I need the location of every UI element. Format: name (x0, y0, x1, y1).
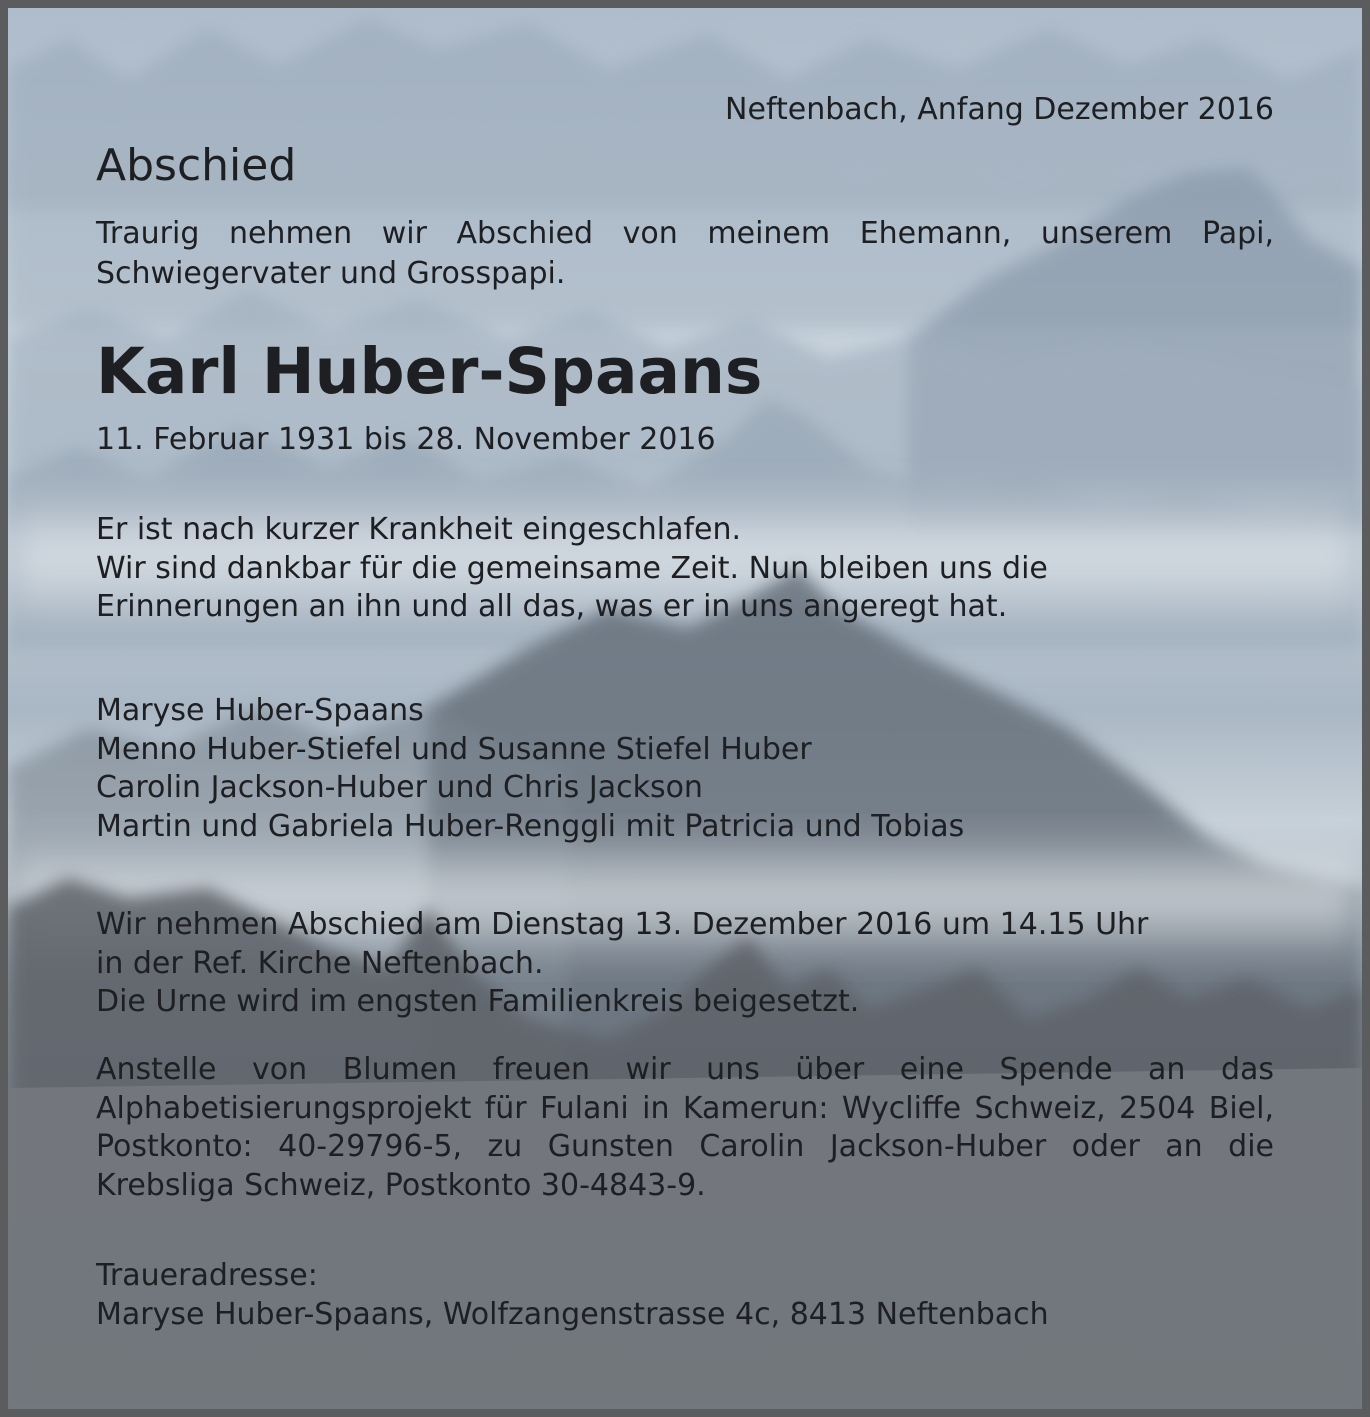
message-line: Er ist nach kurzer Krankheit eingeschlafen. (96, 512, 742, 547)
notice-heading: Abschied (96, 140, 297, 191)
message-paragraph (96, 511, 1048, 627)
mourning-address (96, 1257, 1049, 1334)
life-dates: 11. Februar 1931 bis 28. November 2016 (96, 422, 716, 457)
service-line: Die Urne wird im engsten Familienkreis beigesetzt. (96, 984, 860, 1019)
message-line: Wir sind dankbar für die gemeinsame Zeit. Nun bleiben uns die (96, 550, 1048, 586)
intro-text: Traurig nehmen wir Abschied von meinem Ehemann, unserem Papi, Schwiegervater und Grosspapi. (96, 216, 1274, 291)
donation-paragraph: Anstelle von Blumen freuen wir uns über eine Spende an das Alphabetisierungsprojekt für Fulani in Kamerun: Wycliffe Schweiz, 2504 Biel, Postkonto: 40-29796-5, zu Gunsten Carolin Jackson-Huber oder an die Krebsliga Schweiz, Postkonto 30-4843-9. (96, 1052, 1274, 1203)
service-line: Wir nehmen Abschied am Dienstag 13. Dezember 2016 um 14.15 Uhr (96, 907, 1149, 942)
place-date: Neftenbach, Anfang Dezember 2016 (725, 92, 1274, 127)
address-line: Maryse Huber-Spaans, Wolfzangenstrasse 4c, 8413 Neftenbach (96, 1296, 1049, 1332)
address-label: Traueradresse: (96, 1258, 318, 1293)
family-member: Carolin Jackson-Huber und Chris Jackson (96, 770, 703, 805)
message-line: Erinnerungen an ihn und all das, was er in uns angeregt hat. (96, 589, 1008, 624)
service-info (96, 906, 1148, 1022)
deceased-name: Karl Huber-Spaans (96, 335, 763, 408)
family-list (96, 692, 964, 846)
family-member: Menno Huber-Stiefel und Susanne Stiefel Huber (96, 731, 812, 767)
obituary-card (8, 8, 1362, 1409)
service-line: in der Ref. Kirche Neftenbach. (96, 945, 544, 981)
family-member: Maryse Huber-Spaans (96, 693, 424, 728)
family-member: Martin und Gabriela Huber-Renggli mit Patricia und Tobias (96, 808, 965, 844)
